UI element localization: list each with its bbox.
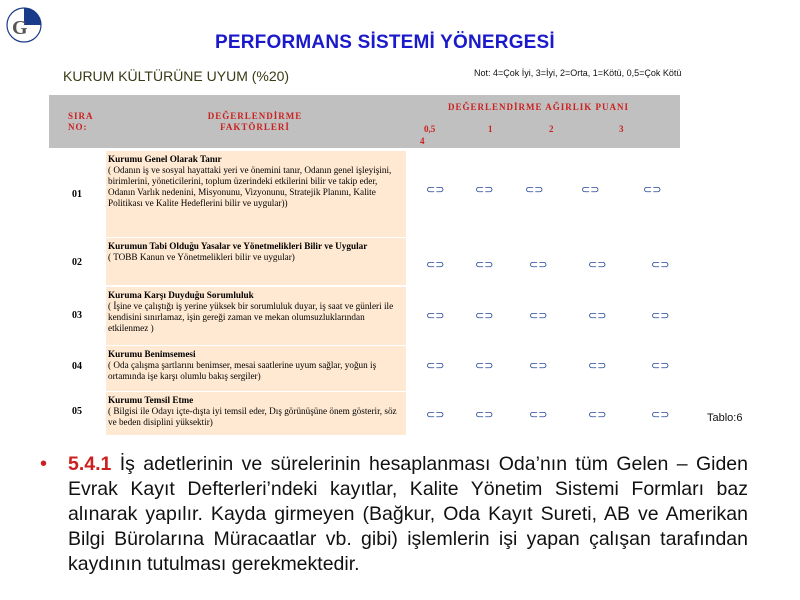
- table-row: [106, 238, 406, 285]
- page-title: PERFORMANS SİSTEMİ YÖNERGESİ: [215, 32, 555, 53]
- checkbox-icon[interactable]: ⊂⊃: [475, 259, 494, 271]
- column-header-agirlik: DEĞERLENDİRME AĞIRLIK PUANI: [448, 102, 630, 112]
- svg-text:G: G: [12, 17, 28, 39]
- checkbox-icon[interactable]: ⊂⊃: [475, 310, 494, 322]
- checkbox-icon[interactable]: ⊂⊃: [529, 360, 548, 372]
- factor-description: ( Odanın iş ve sosyal hayattaki yeri ve önemini tanır, Odanın genel işleyişini, birimlerini, yöneticilerini, toplum üzerindeki etkilerini bilir ve takip eder, Odanın Varlık nedenini, Misyonunu, Vizyonunu, Stratejik Planını, Kalite Politikası ve Kalite Hedeflerini bilir ve uygular)): [108, 165, 392, 208]
- checkbox-icon[interactable]: ⊂⊃: [643, 184, 662, 196]
- factor-heading: Kurumu Temsil Etme: [108, 395, 194, 405]
- checkbox-icon[interactable]: ⊂⊃: [525, 184, 544, 196]
- column-header-faktor: DEĞERLENDİRME FAKTÖRLERİ: [207, 111, 303, 132]
- factor-description: ( İşine ve çalıştığı iş yerine yüksek bir sorumluluk duyar, iş saat ve günleri ile kendisini sınırlamaz, işin gereği zaman ve mekan olumsuzluklarından etkilenmez ): [108, 301, 394, 333]
- checkbox-icon[interactable]: ⊂⊃: [529, 259, 548, 271]
- table-row: [106, 392, 406, 435]
- scale-label: 3: [619, 124, 624, 134]
- checkbox-icon[interactable]: ⊂⊃: [475, 409, 494, 421]
- scale-label: 0,5: [424, 124, 436, 134]
- row-number: 02: [72, 257, 82, 268]
- checkbox-icon[interactable]: ⊂⊃: [426, 360, 445, 372]
- checkbox-icon[interactable]: ⊂⊃: [588, 310, 607, 322]
- factor-heading: Kurumu Benimsemesi: [108, 349, 196, 359]
- scale-label: 2: [549, 124, 554, 134]
- factor-heading: Kurumun Tabi Olduğu Yasalar ve Yönetmelikleri Bilir ve Uygular: [108, 241, 368, 251]
- scale-label: 1: [488, 124, 493, 134]
- checkbox-icon[interactable]: ⊂⊃: [426, 184, 445, 196]
- checkbox-icon[interactable]: ⊂⊃: [651, 409, 670, 421]
- scale-note: Not: 4=Çok İyi, 3=İyi, 2=Orta, 1=Kötü, 0,5=Çok Kötü: [474, 68, 682, 78]
- checkbox-icon[interactable]: ⊂⊃: [588, 409, 607, 421]
- checkbox-icon[interactable]: ⊂⊃: [529, 310, 548, 322]
- row-number: 05: [72, 406, 82, 417]
- row-number: 03: [72, 310, 82, 321]
- section-number: 5.4.1: [68, 453, 112, 475]
- factor-description: ( TOBB Kanun ve Yönetmelikleri bilir ve uygular): [108, 252, 295, 262]
- checkbox-icon[interactable]: ⊂⊃: [475, 360, 494, 372]
- checkbox-icon[interactable]: ⊂⊃: [475, 184, 494, 196]
- checkbox-icon[interactable]: ⊂⊃: [426, 409, 445, 421]
- checkbox-icon[interactable]: ⊂⊃: [651, 310, 670, 322]
- table-row: [106, 287, 406, 345]
- table-row: [106, 151, 406, 237]
- factor-description: ( Oda çalışma şartlarını benimser, mesai saatlerine uyum sağlar, yoğun iş ortamında işe karşı olumlu bakış sergiler): [108, 360, 377, 381]
- checkbox-icon[interactable]: ⊂⊃: [426, 259, 445, 271]
- factor-description: ( Bilgisi ile Odayı içte-dışta iyi temsil eder, Dış görünüşüne önem gösterir, söz ve beden disiplini yüksektir): [108, 406, 397, 427]
- section-subtitle: KURUM KÜLTÜRÜNE UYUM (%20): [63, 68, 290, 84]
- paragraph-body: İş adetlerinin ve sürelerinin hesaplanması Oda’nın tüm Gelen – Giden Evrak Kayıt Defterleri’ndeki kayıtlar, Kalite Yönetim Sistemi Formları baz alınarak yapılır. Kayda girmeyen (Bağkur, Oda Kayıt Sureti, AB ve Amerikan Bilgi Bürolarına Müracaatlar vb. gibi) işlemlerin işi yapan çalışan tarafından kaydının tutulması gerekmektedir.: [68, 453, 748, 575]
- checkbox-icon[interactable]: ⊂⊃: [529, 409, 548, 421]
- row-number: 01: [72, 189, 82, 200]
- checkbox-icon[interactable]: ⊂⊃: [651, 360, 670, 372]
- factor-heading: Kurumu Genel Olarak Tanır: [108, 154, 222, 164]
- row-number: 04: [72, 361, 82, 372]
- factor-heading: Kuruma Karşı Duyduğu Sorumluluk: [108, 290, 254, 300]
- checkbox-icon[interactable]: ⊂⊃: [581, 184, 600, 196]
- table-row: [106, 346, 406, 391]
- checkbox-icon[interactable]: ⊂⊃: [651, 259, 670, 271]
- table-caption: Tablo:6: [707, 412, 743, 424]
- paragraph-text: [68, 452, 748, 577]
- bullet-icon: •: [40, 453, 48, 475]
- chamber-logo-icon: [3, 4, 43, 44]
- checkbox-icon[interactable]: ⊂⊃: [426, 310, 445, 322]
- scale-label: 4: [420, 136, 425, 146]
- checkbox-icon[interactable]: ⊂⊃: [588, 259, 607, 271]
- column-header-sira: SIRA NO:: [68, 111, 94, 132]
- checkbox-icon[interactable]: ⊂⊃: [588, 360, 607, 372]
